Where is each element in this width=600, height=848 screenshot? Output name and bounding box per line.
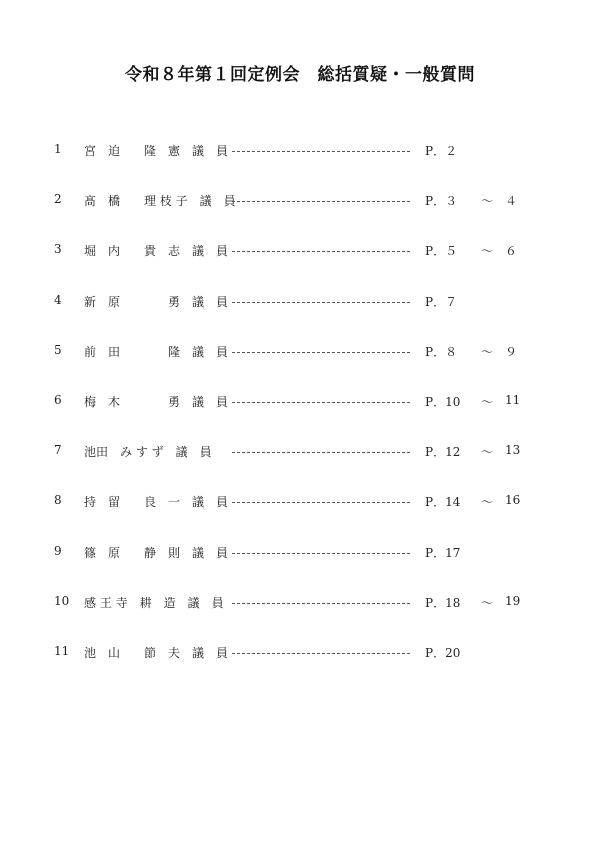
list-item bbox=[0, 594, 600, 644]
page-end: ６ bbox=[505, 244, 518, 259]
speaker-name: 持 留 良 一 議 員 bbox=[84, 495, 229, 510]
list-item bbox=[0, 192, 600, 242]
entry-number: 1 bbox=[54, 142, 62, 156]
page-ref: P．17 bbox=[425, 545, 461, 560]
page-end: 11 bbox=[505, 392, 521, 407]
list-item bbox=[0, 544, 600, 594]
page-end: 13 bbox=[505, 443, 521, 458]
range-tilde: ～ bbox=[481, 595, 494, 610]
leader-dots bbox=[232, 402, 410, 403]
page-ref: P．８ bbox=[425, 344, 458, 359]
entry-number: 7 bbox=[54, 443, 62, 458]
range-tilde: ～ bbox=[481, 495, 494, 510]
leader-dots bbox=[232, 302, 410, 303]
speaker-list bbox=[0, 142, 600, 694]
page-ref: P．12 bbox=[425, 445, 461, 460]
list-item bbox=[0, 393, 600, 443]
leader-dots bbox=[232, 603, 410, 604]
entry-number: 6 bbox=[54, 392, 62, 407]
speaker-name: 新 原 勇 議 員 bbox=[84, 294, 229, 309]
range-tilde: ～ bbox=[481, 344, 494, 359]
leader-dots bbox=[232, 553, 410, 554]
list-item bbox=[0, 443, 600, 493]
entry-number: 2 bbox=[54, 192, 62, 207]
range-tilde: ～ bbox=[481, 194, 494, 209]
page-end: ９ bbox=[505, 344, 518, 359]
range-tilde: ～ bbox=[481, 244, 494, 259]
range-tilde: ～ bbox=[481, 394, 494, 409]
list-item bbox=[0, 242, 600, 292]
speaker-name: 髙 橋 理 枝 子 議 員 bbox=[84, 194, 236, 209]
leader-dots bbox=[232, 201, 410, 202]
speaker-name: 堀 内 貴 志 議 員 bbox=[84, 244, 229, 259]
entry-number: 4 bbox=[54, 292, 62, 307]
list-item bbox=[0, 142, 600, 192]
entry-number: 3 bbox=[54, 242, 62, 257]
leader-dots bbox=[232, 151, 410, 152]
speaker-name: 池田 み す ず 議 員 bbox=[84, 445, 212, 460]
leader-dots bbox=[232, 352, 410, 353]
page-ref: P．７ bbox=[425, 294, 458, 309]
page-ref: P．２ bbox=[425, 144, 458, 158]
list-item bbox=[0, 644, 600, 694]
page-ref: P．18 bbox=[425, 595, 461, 610]
speaker-name: 宮 迫 隆 憲 議 員 bbox=[84, 144, 229, 158]
list-item bbox=[0, 343, 600, 393]
speaker-name: 池 山 節 夫 議 員 bbox=[84, 645, 229, 660]
entry-number: 8 bbox=[54, 493, 62, 508]
entry-number: 10 bbox=[54, 593, 70, 608]
entry-number: 5 bbox=[54, 342, 62, 357]
list-item bbox=[0, 293, 600, 343]
page-ref: P．３ bbox=[425, 194, 458, 209]
speaker-name: 篠 原 静 則 議 員 bbox=[84, 545, 229, 560]
page-end: 16 bbox=[505, 493, 521, 508]
page-end: ４ bbox=[505, 194, 518, 209]
leader-dots bbox=[232, 502, 410, 503]
speaker-name: 感 王 寺 耕 造 議 員 bbox=[84, 595, 224, 610]
page-ref: P．５ bbox=[425, 244, 458, 259]
range-tilde: ～ bbox=[481, 445, 494, 460]
leader-dots bbox=[232, 452, 410, 453]
leader-dots bbox=[232, 251, 410, 252]
leader-dots bbox=[232, 653, 410, 654]
page-end: 19 bbox=[505, 593, 521, 608]
page-ref: P．14 bbox=[425, 495, 461, 510]
speaker-name: 前 田 隆 議 員 bbox=[84, 344, 229, 359]
list-item bbox=[0, 493, 600, 543]
entry-number: 11 bbox=[54, 643, 70, 658]
page-ref: P．10 bbox=[425, 394, 461, 409]
entry-number: 9 bbox=[54, 543, 62, 558]
speaker-name: 梅 木 勇 議 員 bbox=[84, 394, 229, 409]
page-ref: P．20 bbox=[425, 645, 461, 660]
document-title: 令和８年第１回定例会 総括質疑・一般質問 bbox=[125, 65, 475, 85]
